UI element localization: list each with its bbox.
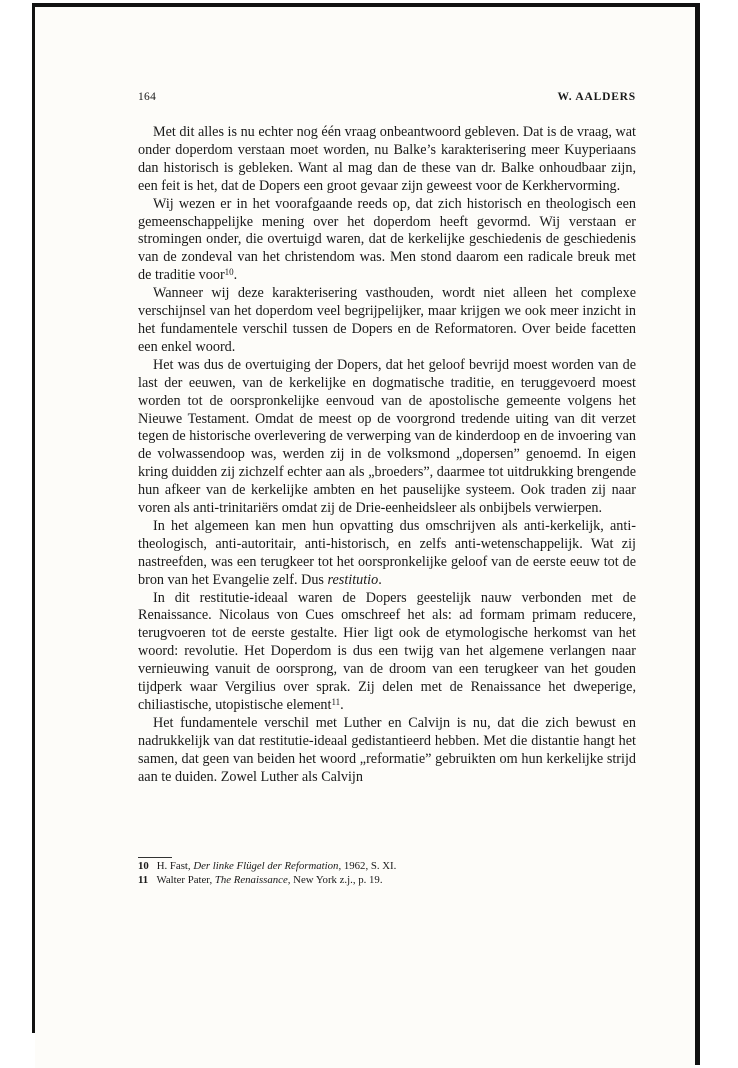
paragraph-7: [138, 715, 636, 787]
paragraph-4: [138, 357, 636, 518]
footnote-author: H. Fast,: [156, 860, 191, 872]
footnote-number: 10: [138, 860, 149, 872]
paragraph-5: [138, 518, 636, 590]
paragraph-text: In het algemeen kan men hun opvatting dus omschrijven als anti-kerkelijk, anti-theologisch, anti-autoritair, anti-historisch, en zelfs anti-wetenschappelijk. Wat zij nastreefden, was een terugkeer tot het oorspronkelijke geloof van de eerste eeuw tot de bron van het Evangelie zelf. Dus: [138, 517, 636, 588]
footnote-ref-10: 10: [224, 267, 234, 278]
page-number: 164: [138, 91, 157, 103]
scan-border-right: [695, 3, 700, 1065]
paragraph-end: .: [233, 267, 238, 284]
paragraph-2: [138, 196, 636, 286]
footnote-11: [138, 873, 636, 887]
footnote-title: Der linke Flügel der Reformation,: [193, 860, 342, 872]
footnote-details: 1962, S. XI.: [343, 860, 397, 872]
paragraph-1: [138, 124, 636, 196]
paragraph-text: In dit restitutie-ideaal waren de Dopers geestelijk nauw verbonden met de Renaissance. Nicolaus von Cues omschreef het als: ad formam primam reducere, terugvoeren tot de eerste gestalte. Hier ligt ook de etymologische herkomst van het woord: revolutie. Het Doperdom is dus een twijg van het algemene verlangen naar vernieuwing vanuit de oorsprong, van de droom van een terugkeer van het gouden tijdperk waar Vergilius over sprak. Zij delen met de Renaissance het dweperige, chiliastische, utopistische element: [138, 589, 636, 713]
footnote-rule: [138, 857, 172, 858]
paragraph-text: Met dit alles is nu echter nog één vraag onbeantwoord gebleven. Dat is de vraag, wat onder doperdom verstaan moet worden, nu Balke’s karakterisering meer Kuyperiaans dan historisch is gebleken. Want al mag dan de these van dr. Balke onhoudbaar zijn, een feit is het, dat de Dopers een groot gevaar zijn geweest voor de Kerkhervorming.: [138, 124, 636, 194]
footnote-ref-11: 11: [331, 697, 341, 707]
footnote-details: New York z.j., p. 19.: [293, 874, 383, 886]
paragraph-text: Het was dus de overtuiging der Dopers, dat het geloof bevrijd moest worden van de last der eeuwen, van de kerkelijke en dogmatische traditie, en teruggevoerd moest worden tot de oorspronkelijke eenvoud van de apostolische gemeente volgens het Nieuwe Testament. Omdat de meest op de voorgrond tredende uiting van dit verzet tegen de historische overlevering de verwerping van de kinderdoop en de invoering van de volwassendoop was, werden zij in de volksmond „dopersen” genoemd. In eigen kring duidden zij zichzelf echter aan als „broeders”, daarmee tot uitdrukking brengende hun afkeer van de kerkelijke ambten en het pauselijke systeem. Ook traden zij naar voren als anti-trinitariërs omdat zij de Drie-eenheidsleer als onbijbels verwierpen.: [138, 356, 636, 517]
paragraph-text: Wij wezen er in het voorafgaande reeds op, dat zich historisch en theologisch een gemeenschappelijke mening over het doperdom heeft gevormd. Wij verstaan er stromingen onder, die overtuigd waren, dat de kerkelijke geschiedenis de geschiedenis van de zondeval van het christendom was. Men stond daarom een radicale breuk met de traditie voor: [138, 195, 636, 284]
paragraph-6: [138, 590, 636, 715]
emphasis-restitutio: restitutio: [327, 571, 379, 588]
paragraph-text: Wanneer wij deze karakterisering vasthouden, wordt niet alleen het complexe verschijnsel van het doperdom veel begrijpelijker, maar krijgen we ook meer inzicht in het fundamentele verschil tussen de Dopers en de Reformatoren. Over beide facetten een enkel woord.: [138, 285, 636, 355]
paragraph-text: Het fundamentele verschil met Luther en Calvijn is nu, dat die zich bewust en nadrukkelijk van dat restitutie-ideaal gedistantieerd hebben. Met die distantie hangt het samen, dat geen van beiden het woord „reformatie” gebruikten om hun kerkelijke strijd aan te duiden. Zowel Luther als Calvijn: [138, 714, 636, 785]
running-head-author: W. AALDERS: [557, 91, 636, 103]
running-head: [138, 91, 636, 111]
paragraph-end: .: [378, 571, 382, 588]
paragraph-end: .: [340, 697, 344, 713]
footnotes: [138, 859, 636, 887]
footnote-author: Walter Pater,: [156, 874, 213, 886]
footnote-10: [138, 859, 636, 873]
body-text: [138, 124, 636, 787]
footnote-number: 11: [138, 874, 149, 886]
footnote-title: The Renaissance,: [214, 874, 291, 886]
paragraph-3: [138, 285, 636, 357]
